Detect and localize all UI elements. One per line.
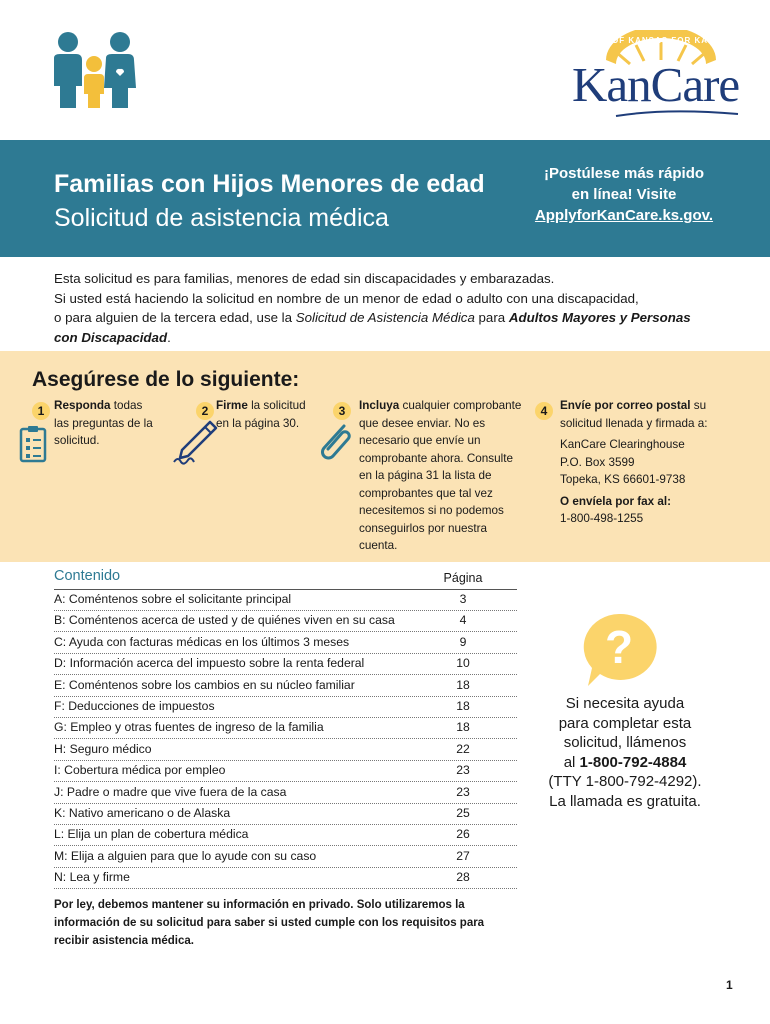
contents-row-label: I: Cobertura médica por empleo	[54, 763, 226, 778]
help-text: Si necesita ayuda para completar esta solicitud, llámenos al 1-800-792-4884 (TTY 1-800-792-4292). La llamada es gratuita.	[548, 695, 702, 810]
contents-row-label: D: Información acerca del impuesto sobre la renta federal	[54, 656, 365, 671]
apply-line-1: ¡Postúlese más rápido	[543, 165, 705, 182]
contents-row	[54, 654, 517, 675]
step-2-badge: 2	[196, 402, 214, 420]
contents-row-page: 10	[456, 656, 470, 671]
apply-line-2: en línea! Visite	[571, 186, 677, 203]
contents-row	[54, 697, 517, 718]
contents-row-page: 18	[456, 720, 470, 735]
document-subtitle: Solicitud de asistencia médica	[54, 204, 389, 232]
contents-row-label: G: Empleo y otras fuentes de ingreso de la familia	[54, 720, 324, 735]
apply-online-link[interactable]: ApplyforKanCare.ks.gov.	[534, 207, 714, 224]
contents-row-label: C: Ayuda con facturas médicas en los últimos 3 meses	[54, 634, 350, 649]
contents-row-page: 23	[456, 784, 470, 799]
contents-title: Contenido	[54, 568, 121, 584]
contents-row-page: 25	[456, 806, 470, 820]
contents-row	[54, 740, 517, 761]
intro-paragraph	[54, 269, 744, 347]
privacy-notice: Por ley, debemos mantener su información en privado. Solo utilizaremos la información de su solicitud para saber si usted cumple con los requisitos para recibir asistencia médica.	[54, 899, 485, 947]
contents-row-page: 27	[456, 848, 470, 863]
fax-number: 1-800-498-1255	[560, 512, 644, 525]
kancare-logo: KanCare	[572, 57, 740, 112]
contents-row-label: A: Coméntenos sobre el solicitante principal	[54, 592, 292, 606]
fax-label: O envíela por fax al:	[560, 494, 672, 508]
contents-row-label: N: Lea y firme	[54, 870, 130, 885]
contents-row-label: J: Padre o madre que vive fuera de la casa	[54, 784, 287, 799]
contents-row	[54, 718, 517, 739]
contents-row-page: 9	[459, 634, 467, 649]
intro-line-3: o para alguien de la tercera edad, use la Solicitud de Asistencia Médica para Adultos Mayores y Personas	[54, 310, 691, 325]
svg-text:?: ?	[604, 621, 634, 673]
contents-row-label: H: Seguro médico	[54, 741, 152, 756]
question-bubble-icon	[578, 610, 660, 690]
help-phone-number: 1-800-792-4884	[579, 753, 687, 771]
step-1-text: Responda todas las preguntas de la solicitud.	[54, 399, 153, 447]
step-2-text: Firme la solicitud en la página 30.	[216, 399, 306, 430]
contents-row-label: K: Nativo americano o de Alaska	[54, 806, 231, 820]
contents-row	[54, 847, 517, 868]
intro-line-4: con Discapacidad.	[54, 329, 171, 345]
contents-row-label: M: Elija a alguien para que lo ayude con su caso	[54, 848, 317, 863]
contents-row-page: 23	[456, 763, 470, 778]
intro-line-1: Esta solicitud es para familias, menores de edad sin discapacidades y embarazadas.	[54, 271, 555, 286]
contents-row-label: E: Coméntenos sobre los cambios en su núcleo familiar	[54, 677, 355, 692]
document-title: Familias con Hijos Menores de edad	[54, 170, 485, 198]
contents-row-page: 28	[456, 870, 470, 885]
family-icon	[48, 30, 140, 110]
contents-row-page: 3	[459, 592, 467, 606]
contents-row	[54, 783, 517, 804]
contents-row	[54, 676, 517, 697]
apply-online-callout	[524, 163, 724, 226]
contents-row	[54, 825, 517, 846]
mail-address-line-1: KanCare Clearinghouse	[560, 438, 685, 451]
contents-row-label: F: Deducciones de impuestos	[54, 699, 215, 713]
logo-seal-text: OF KANSAS FOR KANSAS	[612, 36, 735, 45]
contents-row-page: 18	[456, 677, 470, 692]
contents-row	[54, 611, 517, 632]
contents-row	[54, 868, 517, 889]
contents-row-page: 18	[456, 699, 470, 713]
mail-address-line-3: Topeka, KS 66601-9738	[560, 473, 686, 486]
step-3-badge: 3	[333, 402, 351, 420]
paperclip-icon	[314, 418, 354, 464]
contents-row	[54, 590, 517, 611]
contents-row-page: 26	[456, 827, 470, 842]
step-1-badge: 1	[32, 402, 50, 420]
contents-row-page: 4	[459, 613, 467, 628]
intro-line-2: Si usted está haciendo la solicitud en nombre de un menor de edad o adulto con una discapacidad,	[54, 290, 639, 306]
page-number: 1	[726, 978, 733, 992]
step-4-text: Envíe por correo postal su solicitud llenada y firmada a: KanCare Clearinghouse P.O. Box 3599 Topeka, KS 66601-9738 O envíela por fax al: 1-800-498-1255	[560, 397, 740, 528]
clipboard-checklist-icon	[18, 424, 50, 464]
contents-page-header: Página	[443, 571, 483, 585]
checklist-title: Asegúrese de lo siguiente:	[32, 368, 300, 391]
contents-row	[54, 804, 517, 825]
step-4-badge: 4	[535, 402, 553, 420]
contents-row	[54, 633, 517, 654]
contents-row-label: B: Coméntenos acerca de usted y de quiénes viven en su casa	[54, 613, 395, 628]
contents-row	[54, 761, 517, 782]
mail-address-line-2: P.O. Box 3599	[560, 455, 635, 469]
contents-row-label: L: Elija un plan de cobertura médica	[54, 827, 249, 842]
step-3-text: Incluya cualquier comprobante que desee enviar. No es necesario que envíe un comprobante ahora. Consulte en la página 31 la lista de comprobantes que tal vez necesitemos si no podemos conseguirlos por nuestra cuenta.	[359, 399, 522, 552]
contents-row-page: 22	[456, 741, 470, 756]
pen-signature-icon	[172, 418, 218, 466]
contents-row-dotted-rule	[54, 888, 517, 889]
